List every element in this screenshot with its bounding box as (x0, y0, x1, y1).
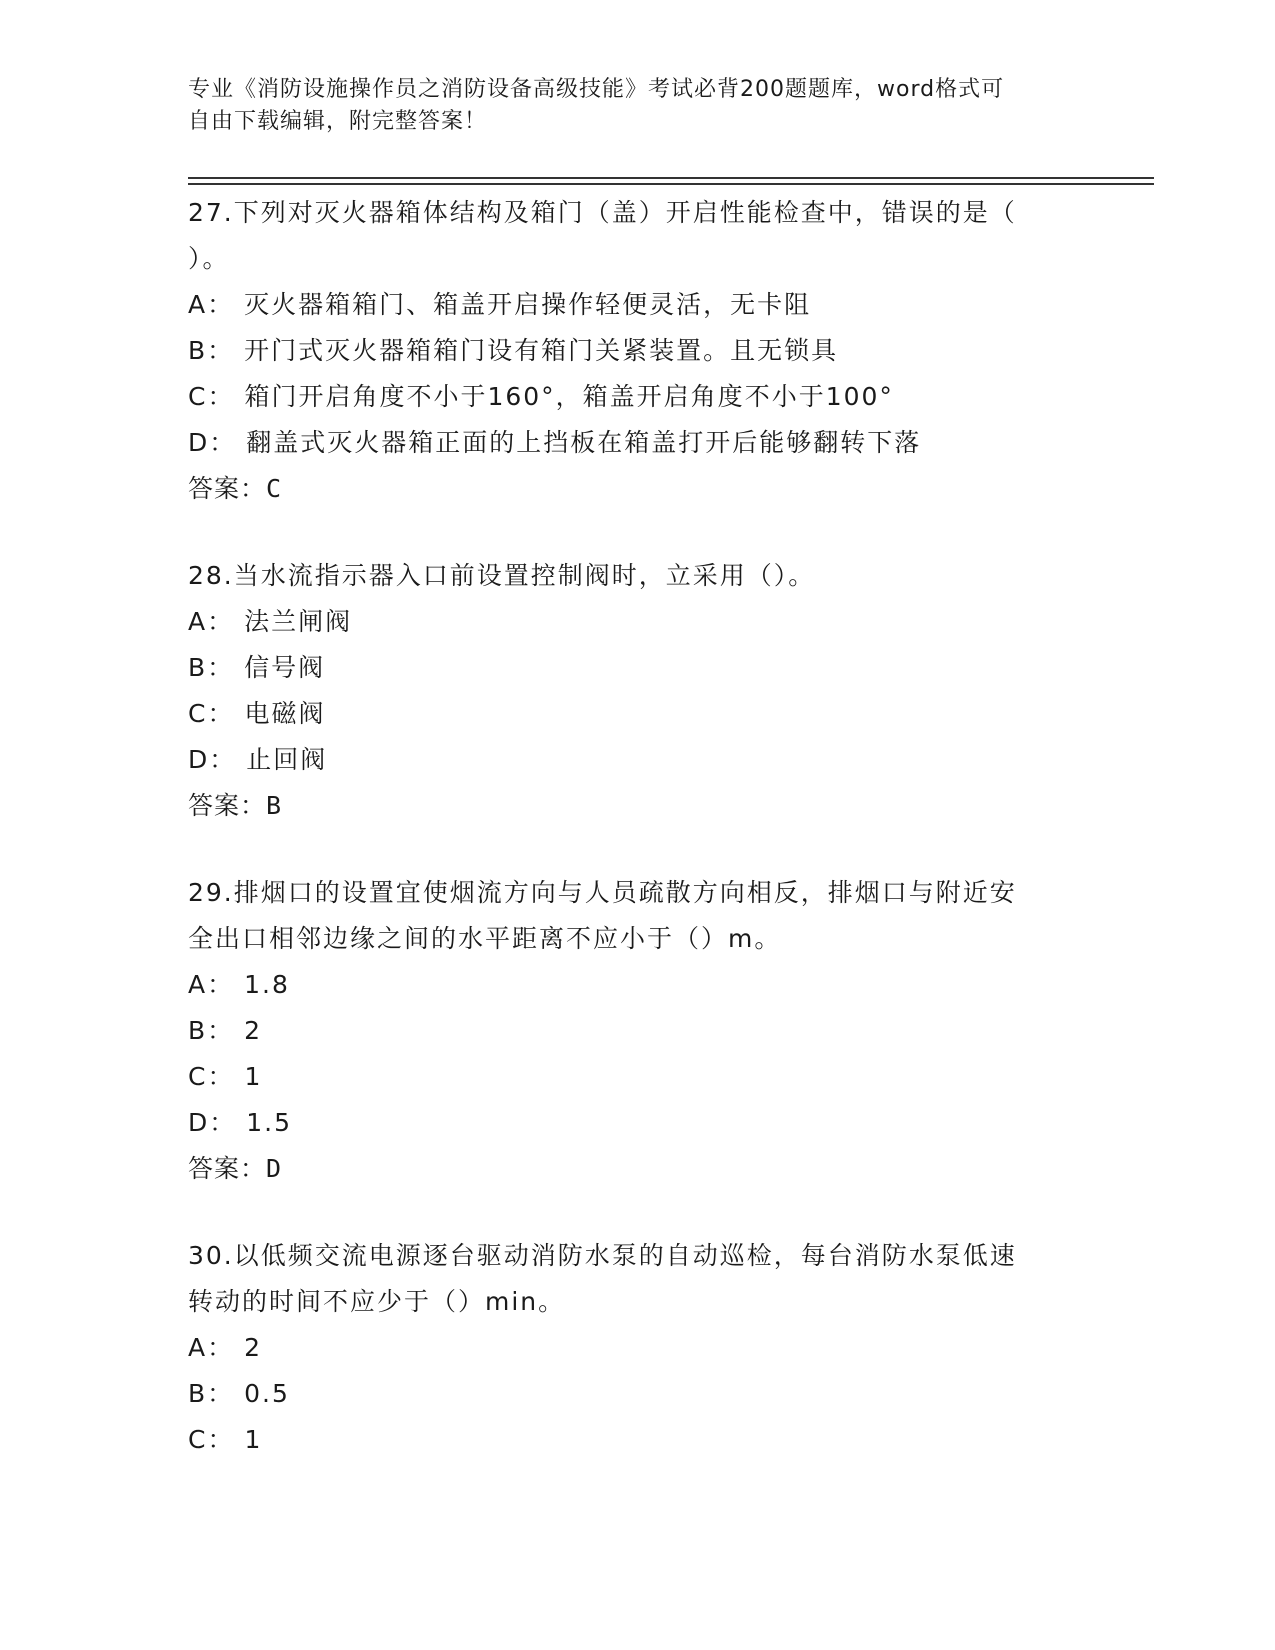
question-stem (188, 870, 1088, 962)
answer-label: 答案： (188, 474, 267, 503)
header-divider-bottom (188, 183, 1154, 185)
option-letter: D： (188, 1108, 237, 1137)
answer-line (188, 466, 1088, 512)
answer-line (188, 1146, 1088, 1192)
question-stem-line: 全出口相邻边缘之间的水平距离不应小于（）m。 (188, 924, 782, 953)
option-text: 1.5 (246, 1108, 293, 1137)
option-c (188, 1417, 1088, 1463)
option-letter: A： (188, 970, 235, 999)
option-c (188, 691, 1088, 737)
question-stem (188, 190, 1088, 282)
option-letter: C： (188, 1062, 235, 1091)
option-d (188, 420, 1088, 466)
answer-label: 答案： (188, 1154, 267, 1183)
question-list (188, 190, 1088, 1504)
question-stem-line: 30.以低频交流电源逐台驱动消防水泵的自动巡检，每台消防水泵低速 (188, 1241, 1017, 1270)
question-stem (188, 553, 1088, 599)
answer-value: C (266, 474, 283, 503)
header-line-2: 自由下载编辑，附完整答案！ (188, 109, 488, 134)
question-stem-line: 27.下列对灭火器箱体结构及箱门（盖）开启性能检查中，错误的是（ (188, 198, 1017, 227)
option-text: 翻盖式灭火器箱正面的上挡板在箱盖打开后能够翻转下落 (246, 428, 922, 457)
option-text: 法兰闸阀 (244, 607, 353, 636)
option-b (188, 328, 1088, 374)
question-stem-line: ）。 (188, 244, 230, 273)
option-c (188, 374, 1088, 420)
option-text: 开门式灭火器箱箱门设有箱门关紧装置。且无锁具 (244, 336, 839, 365)
option-text: 1 (244, 1425, 263, 1454)
option-text: 电磁阀 (244, 699, 326, 728)
option-text: 灭火器箱箱门、箱盖开启操作轻便灵活，无卡阻 (244, 290, 812, 319)
option-letter: A： (188, 607, 235, 636)
question-stem-line: 28.当水流指示器入口前设置控制阀时，立采用（）。 (188, 561, 816, 590)
document-header (188, 74, 1088, 138)
option-text: 止回阀 (246, 745, 328, 774)
option-b (188, 1371, 1088, 1417)
answer-value: B (266, 791, 283, 820)
option-letter: A： (188, 290, 235, 319)
option-text: 信号阀 (244, 653, 326, 682)
option-d (188, 1100, 1088, 1146)
option-a (188, 282, 1088, 328)
question-stem (188, 1233, 1088, 1325)
question-stem-line: 29.排烟口的设置宜使烟流方向与人员疏散方向相反，排烟口与附近安 (188, 878, 1017, 907)
option-letter: B： (188, 336, 235, 365)
option-letter: C： (188, 699, 235, 728)
option-letter: B： (188, 1379, 235, 1408)
answer-line (188, 783, 1088, 829)
question-27 (188, 190, 1088, 512)
option-a (188, 962, 1088, 1008)
option-letter: B： (188, 653, 235, 682)
question-28 (188, 553, 1088, 829)
option-letter: D： (188, 428, 237, 457)
option-text: 箱门开启角度不小于160°，箱盖开启角度不小于100° (244, 382, 894, 411)
option-c (188, 1054, 1088, 1100)
option-text: 1 (244, 1062, 263, 1091)
option-letter: C： (188, 1425, 235, 1454)
header-divider-top (188, 177, 1154, 179)
option-b (188, 1008, 1088, 1054)
question-29 (188, 870, 1088, 1192)
question-30 (188, 1233, 1088, 1463)
answer-label: 答案： (188, 791, 267, 820)
option-text: 1.8 (244, 970, 290, 999)
option-text: 2 (244, 1333, 263, 1362)
option-text: 0.5 (244, 1379, 290, 1408)
question-stem-line: 转动的时间不应少于（）min。 (188, 1287, 566, 1316)
option-a (188, 1325, 1088, 1371)
option-b (188, 645, 1088, 691)
option-d (188, 737, 1088, 783)
option-letter: C： (188, 382, 235, 411)
option-text: 2 (244, 1016, 263, 1045)
option-letter: A： (188, 1333, 235, 1362)
answer-value: D (266, 1154, 283, 1183)
option-a (188, 599, 1088, 645)
header-line-1: 专业《消防设施操作员之消防设备高级技能》考试必背200题题库，word格式可 (188, 77, 1005, 102)
option-letter: B： (188, 1016, 235, 1045)
option-letter: D： (188, 745, 237, 774)
